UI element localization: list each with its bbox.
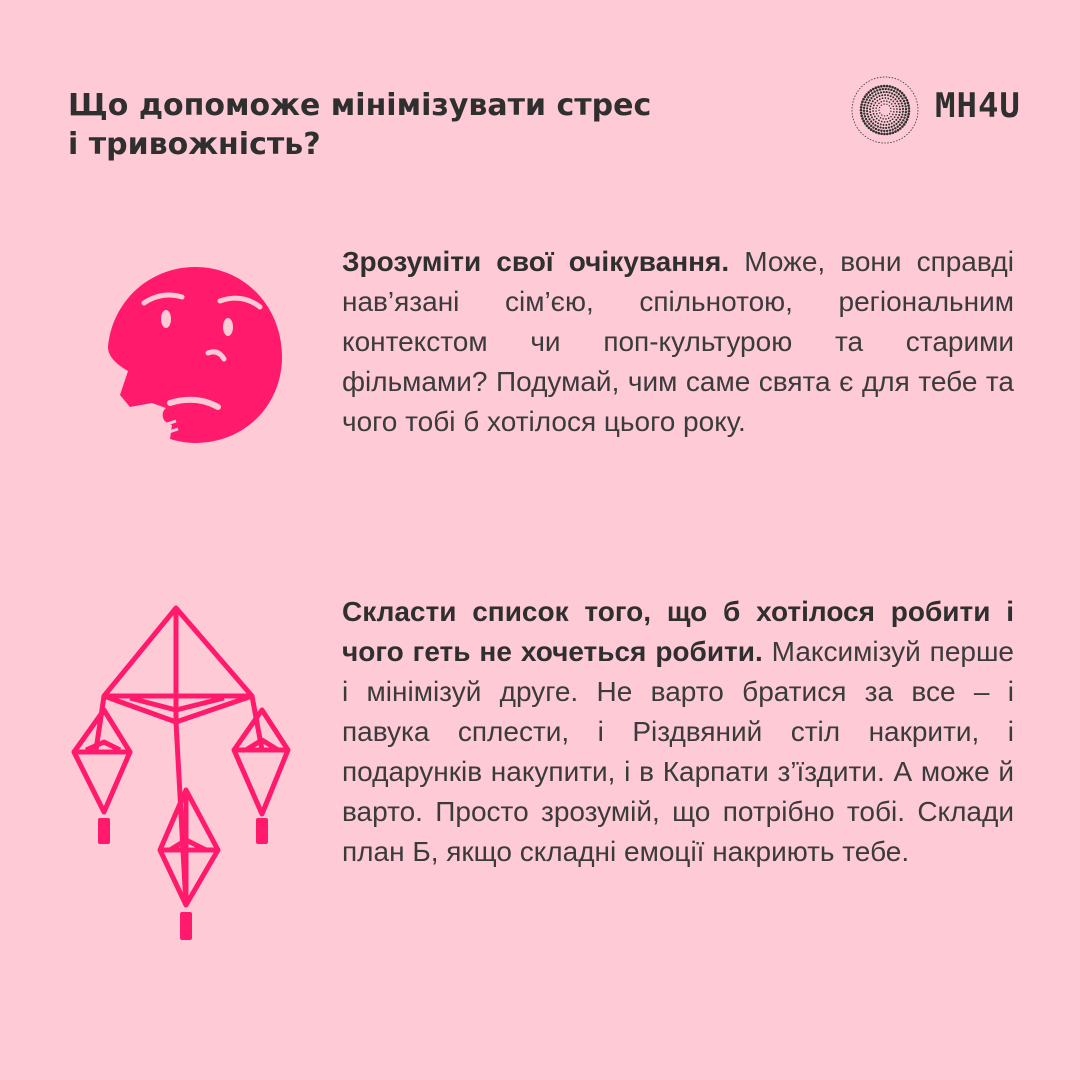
straw-spider-ornament-icon: [66, 600, 292, 945]
tip-2: [342, 592, 1014, 872]
tip-2-body: Максимізуй перше і мінімізуй друге. Не варто братися за все – і павука сплести, і Різдвяний стіл накрити, і подарунків накупити, і в Карпати з’їздити. А може й варто. Просто зрозумій, що потрібно тобі. Склади план Б, якщо складні емоції накриють тебе.: [342, 636, 1014, 867]
logo-text: MH4U: [935, 86, 1021, 126]
title-line-1: Що допоможе мінімізувати стрес: [68, 88, 652, 123]
page-title: [68, 86, 708, 164]
mh4u-logo: [840, 72, 1030, 148]
tip-1-body: Може, вони справді нав’язані сім’єю, спільнотою, регіональним контекстом чи поп-культурою та старими фільмами? Подумай, чим саме свята є для тебе та чого тобі б хотілося цього року.: [342, 246, 1014, 437]
sunburst-logo-icon: [840, 72, 930, 148]
title-line-2: і тривожність?: [68, 127, 321, 162]
thinking-face-icon: [100, 255, 290, 455]
tip-1: [342, 242, 1014, 442]
tip-2-heading: Скласти список того, що б хотілося робити і чого геть не хочеться робити.: [342, 596, 1014, 667]
tip-1-heading: Зрозуміти свої очікування.: [342, 246, 730, 277]
